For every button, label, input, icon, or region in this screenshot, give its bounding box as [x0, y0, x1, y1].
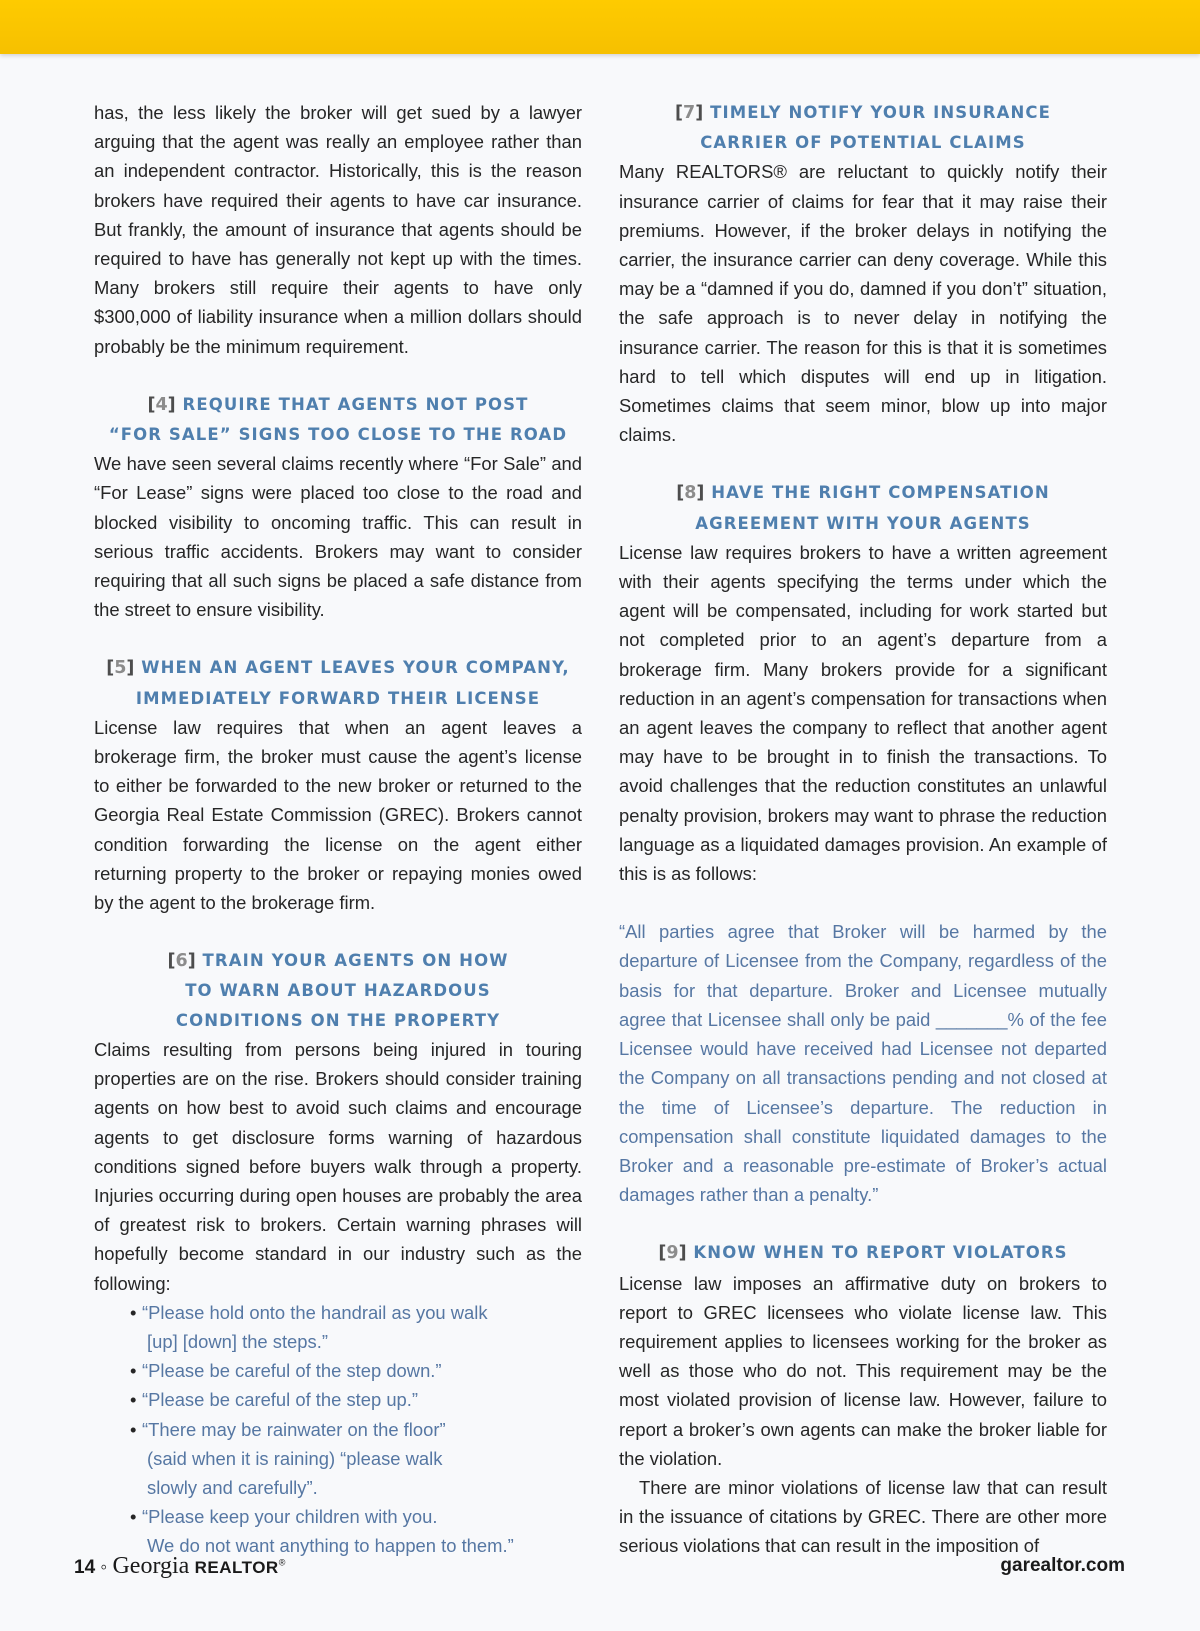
warning-phrases-list — [94, 1298, 582, 1561]
section-8-title-line1: HAVE THE RIGHT COMPENSATION — [711, 483, 1050, 503]
section-7-number: 7 — [683, 103, 696, 123]
magazine-title-georgia: Georgia — [112, 1553, 190, 1579]
section-6-title-line2: TO WARN ABOUT HAZARDOUS — [185, 981, 491, 1001]
section-8-heading: [8] HAVE THE RIGHT COMPENSATION AGREEMENT WITH YOUR AGENTS — [676, 483, 1050, 533]
section-6-paragraph: Claims resulting from persons being injured in touring properties are on the rise. Brokers should consider training agents on how best to avoid such claims and encourage agents to get disclosure forms warning of hazardous conditions signed before buyers walk through a property. Injuries occurring during open houses are probably the area of greatest risk to brokers. Certain warning phrases will hopefully become standard in our industry such as the following: — [94, 1038, 582, 1294]
list-item: • “Please be careful of the step up.” — [130, 1385, 582, 1414]
section-6-heading: [6] TRAIN YOUR AGENTS ON HOW TO WARN ABOUT HAZARDOUS CONDITIONS ON THE PROPERTY — [167, 951, 509, 1030]
section-4-title-line1: REQUIRE THAT AGENTS NOT POST — [182, 394, 529, 414]
page-footer-left — [74, 1553, 285, 1580]
intro-paragraph: has, the less likely the broker will get sued by a lawyer arguing that the agent was really an employee rather than an independent contractor. Historically, this is the reason brokers have required their agents to have car insurance. But frankly, the amount of insurance that agents should be required to have has generally not kept up with the times. Many brokers still require their agents to have only $300,000 of liability insurance when a million dollars should probably be the minimum requirement. — [94, 102, 582, 357]
section-5-title-line2: IMMEDIATELY FORWARD THEIR LICENSE — [135, 688, 541, 708]
list-item: • “Please hold onto the handrail as you walk [up] [down] the steps.” — [130, 1298, 582, 1356]
list-item: • “There may be rainwater on the floor” (said when it is raining) “please walk slowly and carefully”. — [130, 1415, 582, 1503]
section-5-paragraph: License law requires that when an agent leaves a brokerage firm, the broker must cause the agent’s license to either be forwarded to the new broker or returned to the Georgia Real Estate Commission (GREC). Brokers cannot condition forwarding the license on the agent either returning property to the broker or repaying monies owed by the agent to the brokerage firm. — [94, 716, 582, 914]
registered-mark: ® — [278, 1557, 286, 1568]
right-column — [619, 98, 1107, 1561]
section-4-title-line2: “FOR SALE” SIGNS TOO CLOSE TO THE ROAD — [108, 425, 568, 445]
section-5-heading: [5] WHEN AN AGENT LEAVES YOUR COMPANY, IMMEDIATELY FORWARD THEIR LICENSE — [106, 658, 570, 708]
section-7-heading: [7] TIMELY NOTIFY YOUR INSURANCE CARRIER OF POTENTIAL CLAIMS — [675, 103, 1051, 153]
section-4-heading: [4] REQUIRE THAT AGENTS NOT POST “FOR SALE” SIGNS TOO CLOSE TO THE ROAD — [108, 394, 568, 445]
list-item: • “Please keep your children with you. We do not want anything to happen to them.” — [130, 1502, 582, 1560]
section-9-number: 9 — [666, 1243, 679, 1264]
magazine-title-realtor: REALTOR — [194, 1558, 279, 1577]
section-5-number: 5 — [114, 658, 127, 679]
section-5-title-line1: WHEN AN AGENT LEAVES YOUR COMPANY, — [141, 658, 570, 678]
section-8-title-line2: AGREEMENT WITH YOUR AGENTS — [695, 513, 1031, 533]
section-4-paragraph: We have seen several claims recently where “For Sale” and “For Lease” signs were placed too close to the road and blocked visibility to oncoming traffic. This can result in serious traffic accidents. Brokers may want to consider requiring that all such signs be placed a safe distance from the street to ensure visibility. — [94, 453, 582, 621]
list-item: • “Please be careful of the step down.” — [130, 1356, 582, 1385]
section-6-number: 6 — [175, 951, 188, 972]
section-9-title-line1: KNOW WHEN TO REPORT VIOLATORS — [693, 1243, 1068, 1263]
agreement-quote: “All parties agree that Broker will be harmed by the departure of Licensee from the Company, regardless of the basis for that departure. Broker and Licensee mutually agree that Licensee shall only be paid _______% of the fee Licensee would have received had Licensee not departed the Company on all transactions pending and not closed at the time of Licensee’s departure. The reduction in compensation shall constitute liquidated damages to the Broker and a reasonable pre-estimate of Broker’s actual damages rather than a penalty.” — [619, 921, 1107, 1206]
section-9-paragraph: License law imposes an affirmative duty on brokers to report to GREC licensees who violate license law. This requirement applies to licensees working for the broker as well as those who do not. This requirement may be the most violated provision of license law. However, failure to report a broker’s own agents can make the broker liable for the violation. — [619, 1272, 1107, 1469]
section-4-number: 4 — [155, 394, 168, 415]
section-9-heading: [9] KNOW WHEN TO REPORT VIOLATORS — [658, 1243, 1068, 1264]
section-7-title-line1: TIMELY NOTIFY YOUR INSURANCE — [710, 103, 1051, 122]
section-8-number: 8 — [684, 483, 697, 504]
left-column — [94, 98, 582, 1561]
section-8-paragraph: License law requires brokers to have a written agreement with their agents specifying the terms under which the agent will be compensated, including for work started but not completed prior to an agent’s departure from a brokerage firm. Many brokers provide for a significant reduction in an agent’s compensation for transactions when an agent leaves the company to reflect that another agent may have to be brought in to finish the transactions. To avoid challenges that the reduction constitutes an unlawful penalty provision, brokers may want to phrase the reduction language as a liquidated damages provision. An example of this is as follows: — [619, 541, 1107, 885]
footer-separator: ◦ — [100, 1557, 108, 1578]
section-7-paragraph: Many REALTORS® are reluctant to quickly notify their insurance carrier of claims for fear that it may raise their premiums. However, if the broker delays in notifying the carrier, the insurance carrier can deny coverage. While this may be a “damned if you do, damned if you don’t” situation, the safe approach is to never delay in notifying the insurance carrier. The reason for this is that it is sometimes hard to tell which disputes will end up in litigation. Sometimes claims that seem minor, blow up into major claims. — [619, 161, 1107, 446]
section-6-title-line1: TRAIN YOUR AGENTS ON HOW — [202, 951, 509, 971]
website-url: garealtor.com — [1000, 1555, 1125, 1576]
section-9-paragraph-continued: There are minor violations of license law that can result in the issuance of citations by GREC. There are other more serious violations that can result in the imposition of — [619, 1476, 1107, 1557]
section-6-title-line3: CONDITIONS ON THE PROPERTY — [175, 1010, 501, 1030]
top-banner-bar — [0, 0, 1200, 54]
page-number: 14 — [74, 1557, 96, 1578]
section-7-title-line2: CARRIER OF POTENTIAL CLAIMS — [700, 133, 1026, 153]
